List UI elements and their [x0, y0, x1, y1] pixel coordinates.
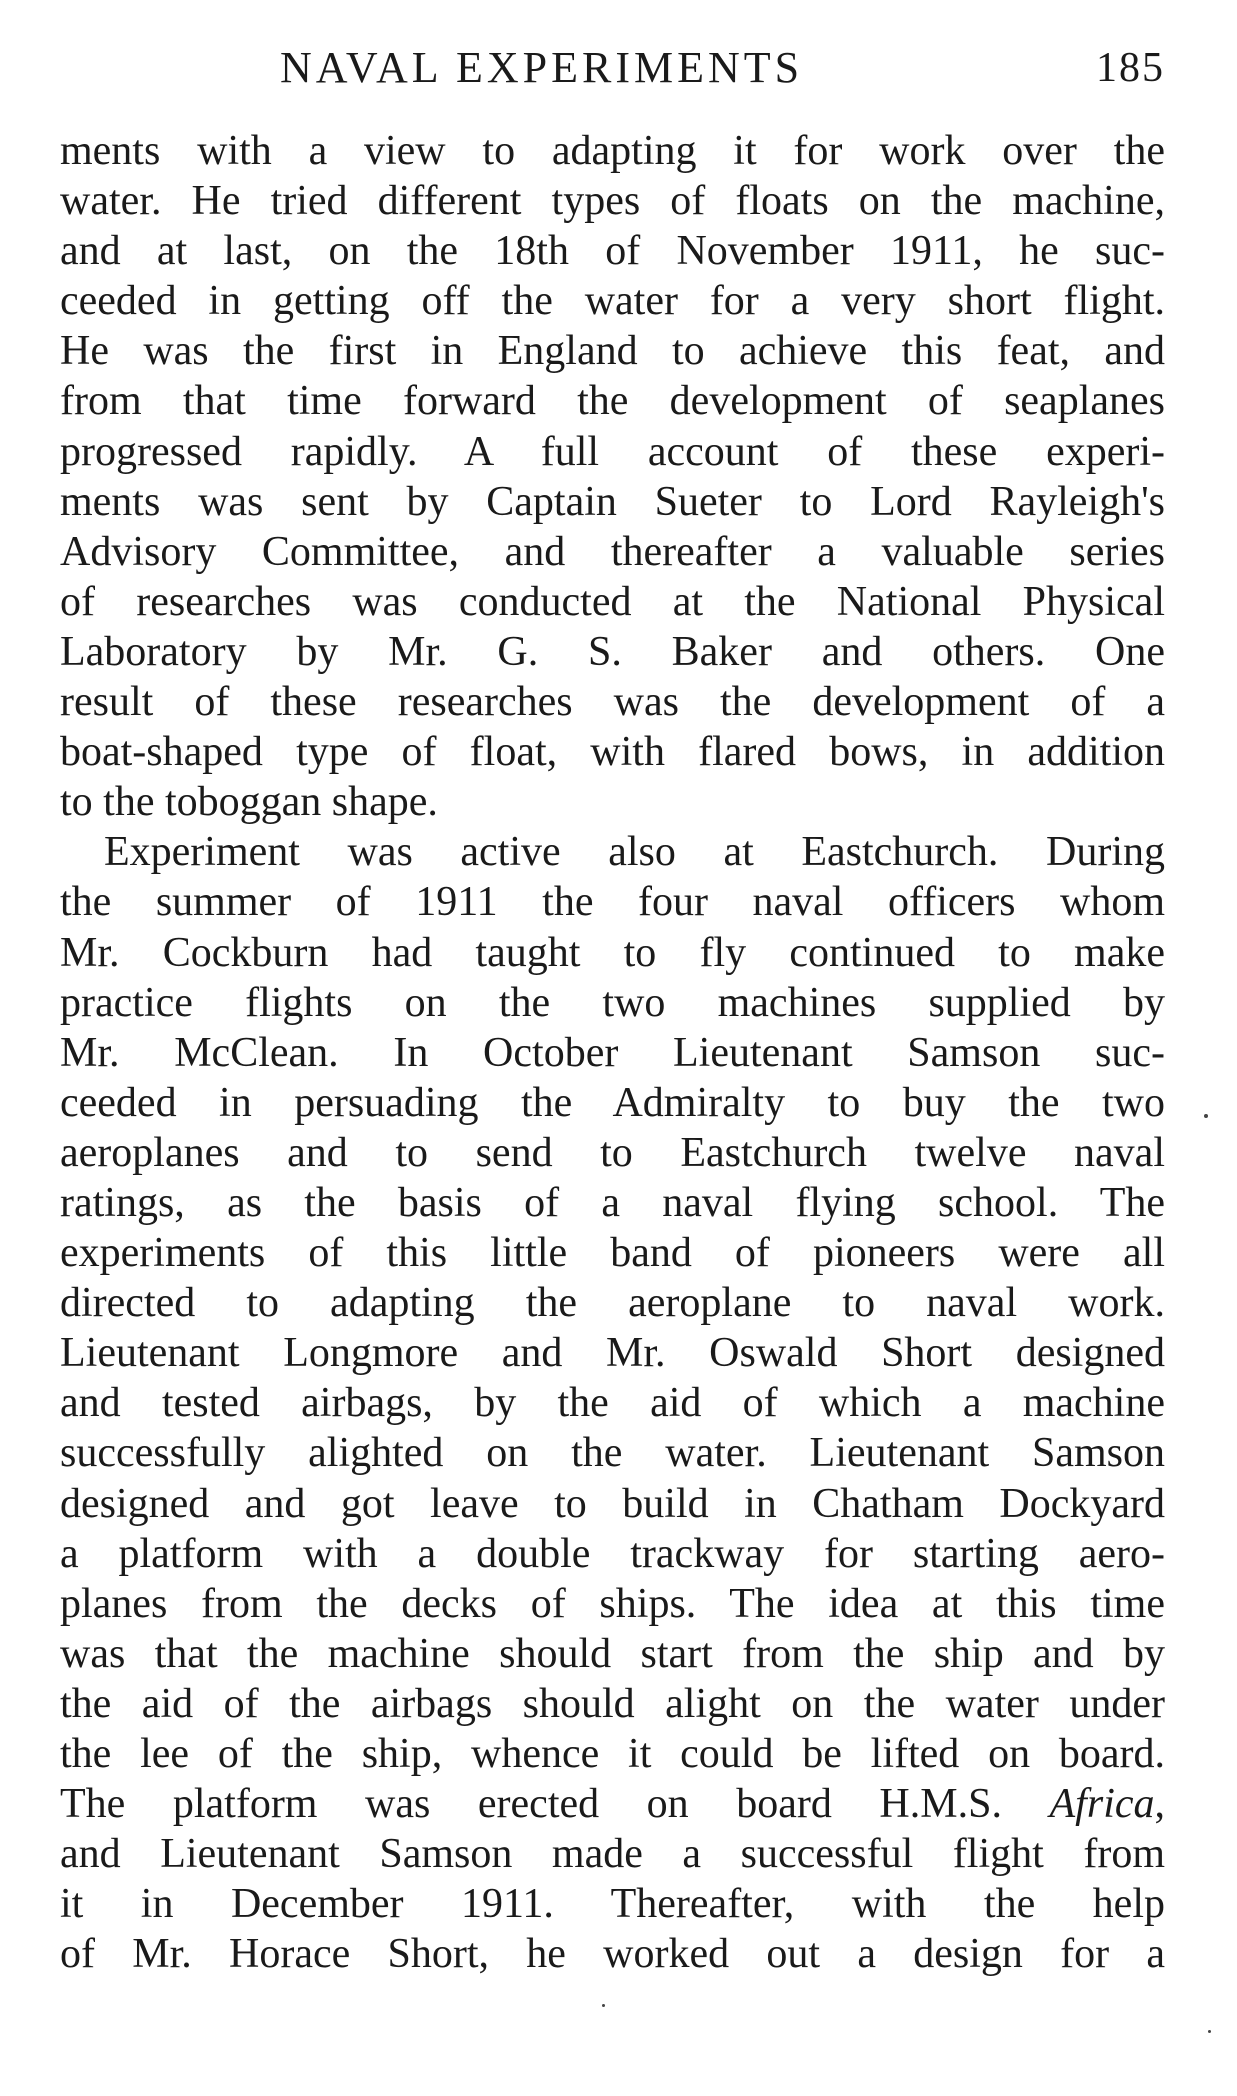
text-line: of Mr. Horace Short, he worked out a design for a — [60, 1931, 1165, 1978]
text-line: Experiment was active also at Eastchurch. During — [104, 829, 1165, 876]
text-line: ments with a view to adapting it for work over the — [60, 128, 1165, 174]
text-line: Mr. Cockburn had taught to fly continued to make — [60, 929, 1165, 976]
text-line: of researches was conducted at the National Physical — [60, 578, 1165, 625]
text-line: result of these researches was the development of a — [60, 679, 1165, 726]
body-text — [60, 126, 1165, 1979]
text-line: the aid of the airbags should alight on the water under — [60, 1680, 1165, 1727]
text-line: practice flights on the two machines supplied by — [60, 979, 1165, 1026]
paragraph-2 — [60, 827, 1165, 1979]
text-line: ceeded in getting off the water for a very short flight. — [60, 278, 1165, 325]
punctuation: , — [1154, 1781, 1166, 1828]
text-line: He was the first in England to achieve this feat, and — [60, 328, 1165, 375]
print-speck — [1204, 1114, 1208, 1118]
text-line: Advisory Committee, and thereafter a valuable series — [60, 528, 1165, 575]
text-line-with-ship-name — [60, 1779, 1165, 1829]
print-speck — [1208, 2030, 1211, 2033]
text-line: successfully alighted on the water. Lieutenant Samson — [60, 1430, 1165, 1477]
running-title: NAVAL EXPERIMENTS — [280, 43, 804, 92]
page-number: 185 — [1096, 45, 1165, 91]
text-line: experiments of this little band of pioneers were all — [60, 1230, 1165, 1277]
text-line: designed and got leave to build in Chatham Dockyard — [60, 1480, 1165, 1527]
text-line: and tested airbags, by the aid of which a machine — [60, 1380, 1165, 1427]
text-line: Lieutenant Longmore and Mr. Oswald Short designed — [60, 1330, 1165, 1377]
print-speck — [602, 2004, 605, 2007]
text-line: ratings, as the basis of a naval flying school. The — [60, 1179, 1165, 1226]
ship-name-italic: Africa — [1049, 1781, 1155, 1828]
page-header — [60, 38, 1165, 98]
text-line: was that the machine should start from the ship and by — [60, 1630, 1165, 1677]
text-line: ments was sent by Captain Sueter to Lord Rayleigh's — [60, 478, 1165, 525]
text-line: Laboratory by Mr. G. S. Baker and others. One — [60, 628, 1165, 675]
text-segment: The platform was erected on board H.M.S. — [60, 1781, 1002, 1828]
text-line: and at last, on the 18th of November 1911, he suc- — [60, 228, 1165, 275]
text-line: ceeded in persuading the Admiralty to buy the two — [60, 1079, 1165, 1126]
text-line: aeroplanes and to send to Eastchurch twelve naval — [60, 1129, 1165, 1176]
text-line: the lee of the ship, whence it could be lifted on board. — [60, 1731, 1165, 1777]
text-line: boat-shaped type of float, with flared bows, in addition — [60, 729, 1165, 776]
text-line: from that time forward the development of seaplanes — [60, 378, 1165, 425]
text-line: a platform with a double trackway for starting aero- — [60, 1530, 1165, 1577]
text-line: water. He tried different types of floats on the machine, — [60, 178, 1165, 225]
text-line: it in December 1911. Thereafter, with the help — [60, 1881, 1165, 1928]
text-line: the summer of 1911 the four naval officers whom — [60, 879, 1165, 926]
text-line: Mr. McClean. In October Lieutenant Samson suc- — [60, 1029, 1165, 1076]
text-line: directed to adapting the aeroplane to naval work. — [60, 1280, 1165, 1327]
paragraph-1 — [60, 126, 1165, 827]
text-line: progressed rapidly. A full account of these experi- — [60, 428, 1165, 475]
text-line: planes from the decks of ships. The idea at this time — [60, 1580, 1165, 1627]
text-line: to the toboggan shape. — [60, 779, 438, 826]
text-line: and Lieutenant Samson made a successful flight from — [60, 1831, 1165, 1878]
